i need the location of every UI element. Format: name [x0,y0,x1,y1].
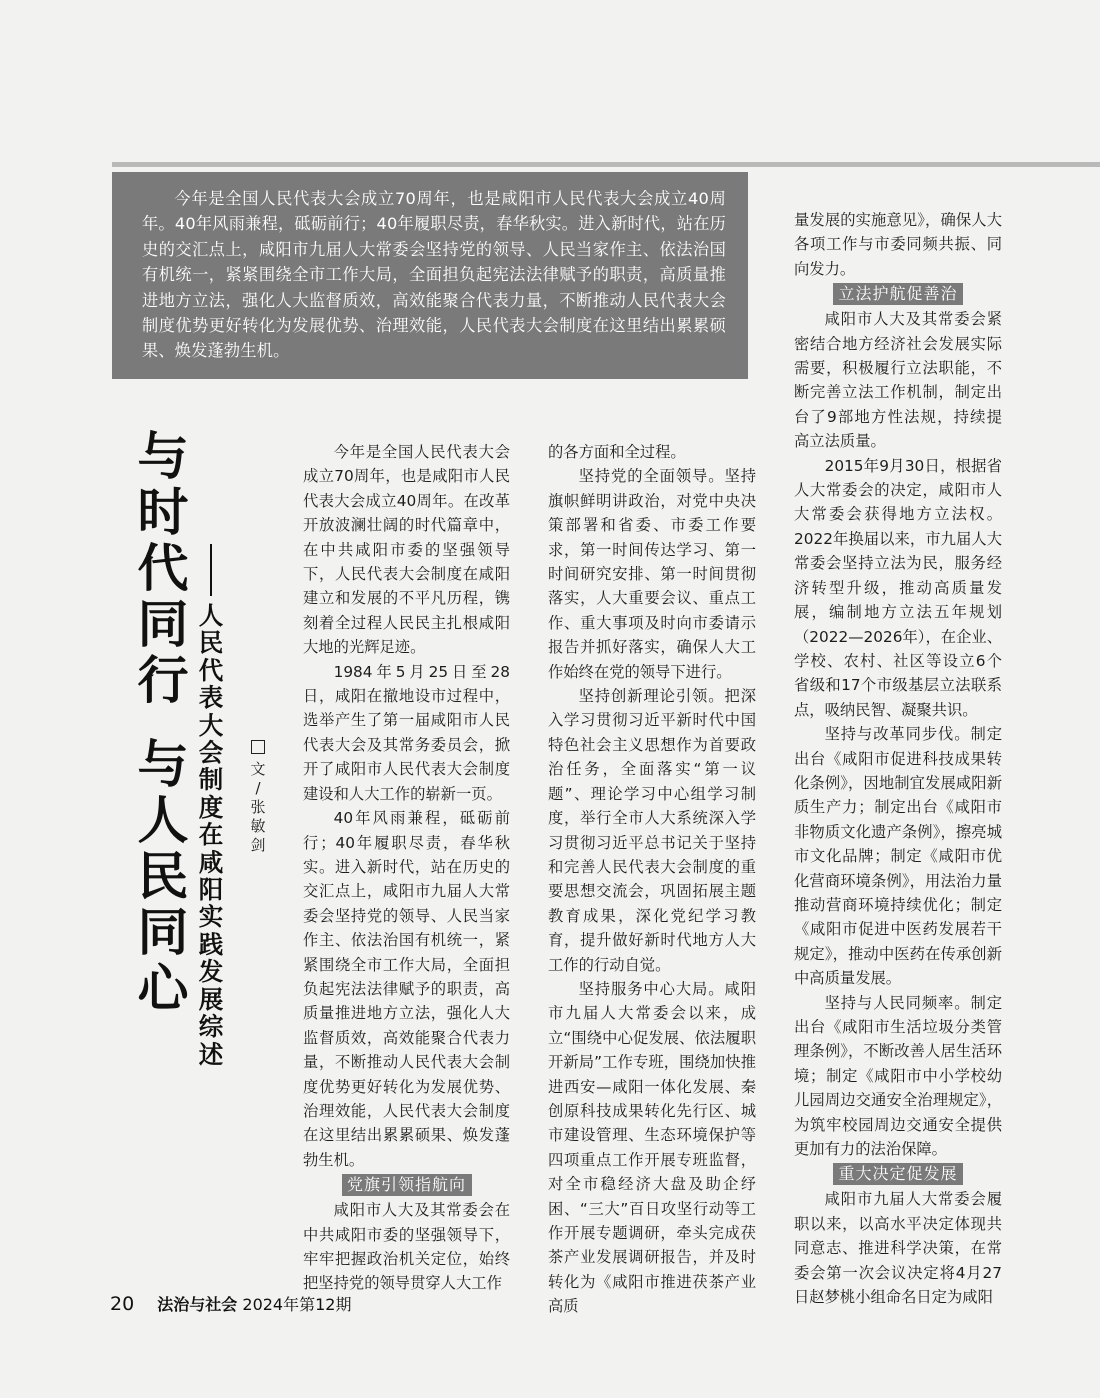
author-char: 张 [250,798,266,816]
subtitle-char: 在 [198,820,224,850]
subtitle-char: 代 [198,655,224,685]
byline-box-icon [251,740,265,754]
subtitle-char: 会 [198,738,224,768]
paragraph: 咸阳市人大及其常委会紧密结合地方经济社会发展实际需要，积极履行立法职能，不断完善立法工作机制，制定出台了9部地方性法规，持续提高立法质量。 [794,310,1002,451]
body-column-2 [548,440,756,1319]
top-rule [112,162,1100,167]
title-char: 行 [137,652,189,711]
paragraph: 坚持服务中心大局。咸阳市九届人大常委会以来，成立“围绕中心促发展、依法履职开新局”工作专班，围绕加快推进西安—咸阳一体化发展、秦创原科技成果转化先行区、城市建设管理、生态环境保护等四项重点工作开展专班监督，对全市稳经济大盘及助企纾困、“三大”百日攻坚行动等工作开展专题调研，牵头完成茯茶产业发展调研报告，并及时转化为《咸阳市推进茯茶产业高质 [548,979,756,1316]
subtitle-char: 阳 [198,875,224,905]
paragraph: 咸阳市九届人大常委会履职以来，以高水平决定体现共同意志、推进科学决策，在常委会第一次会议决定将4月27日赵梦桃小组命名日定为咸阳 [794,1190,1002,1307]
paragraph: 咸阳市人大及其常委会在中共咸阳市委的坚强领导下，牢牢把握政治机关定位，始终把坚持党的领导贯穿人大工作 [303,1201,510,1293]
page-number: 20 [110,1293,135,1315]
subtitle-char: 大 [198,710,224,740]
subtitle-char: 实 [198,902,224,932]
title-char: 与 [137,736,189,795]
subtitle-char: 人 [198,601,224,630]
subtitle-char: 综 [198,1012,224,1042]
intro-summary-box [112,172,748,379]
section-heading: 党旗引领指航向 [342,1174,472,1196]
page-footer [110,1292,351,1315]
subtitle-char: 制 [198,765,224,795]
title-char: 人 [137,792,189,851]
paragraph: 坚持党的全面领导。坚持旗帜鲜明讲政治，对党中央决策部署和省委、市委工作要求，第一时间传达学习、第一时间研究安排、第一时间贯彻落实，人大重要会议、重点工作、重大事项及时向市委请示报告并抓好落实，确保人大工作始终在党的领导下进行。 [548,467,756,681]
article-title [132,430,194,1018]
author-char: / [255,779,261,797]
author-char: 敏 [250,817,266,835]
title-char: 同 [137,904,189,963]
subtitle-dash [210,544,212,596]
author-byline [247,740,269,855]
paragraph: 今年是全国人民代表大会成立70周年，也是咸阳市人民代表大会成立40周年。在改革开放波澜壮阔的时代篇章中，在中共咸阳市委的坚强领导下，人民代表大会制度在咸阳建立和发展的不平凡历程，镌刻着全过程人民民主扎根咸阳大地的光辉足迹。 [303,443,510,657]
section-heading: 重大决定促发展 [833,1163,963,1185]
section-heading: 立法护航促善治 [833,283,963,305]
paragraph: 1984年5月25日至28日，咸阳在撤地设市过程中，选举产生了第一届咸阳市人民代表大会及其常务委员会，掀开了咸阳市人民代表大会制度建设和人大工作的崭新一页。 [303,662,510,803]
magazine-name: 法治与社会 [157,1295,238,1314]
author-char: 剑 [250,836,266,854]
article-subtitle [196,540,226,1068]
paragraph: 坚持与改革同步伐。制定出台《咸阳市促进科技成果转化条例》，因地制宜发展咸阳新质生产力；制定出台《咸阳市非物质文化遗产条例》，擦亮城市文化品牌；制定《咸阳市优化营商环境条例》，用法治力量推动营商环境持续优化；制定《咸阳市促进中医药发展若干规定》，推动中医药在传承创新中高质量发展。 [794,725,1002,988]
subtitle-char: 展 [198,984,224,1014]
title-gap [132,710,194,738]
body-column-1 [303,440,510,1296]
subtitle-char: 践 [198,929,224,959]
issue-label: 2024年第12期 [242,1295,352,1314]
title-char: 同 [137,596,189,655]
paragraph: 的各方面和全过程。 [548,443,686,461]
subtitle-char: 民 [198,628,224,658]
subtitle-char: 表 [198,683,224,713]
author-char: 文 [250,760,266,778]
subtitle-char: 度 [198,792,224,822]
subtitle-char: 咸 [198,847,224,877]
subtitle-char: 发 [198,957,224,987]
intro-summary-text: 今年是全国人民代表大会成立70周年，也是咸阳市人民代表大会成立40周年。40年风雨兼程，砥砺前行；40年履职尽责，春华秋实。进入新时代，站在历史的交汇点上，咸阳市九届人大常委会坚持党的领导、人民当家作主、依法治国有机统一，紧紧围绕全市工作大局，全面担负起宪法法律赋予的职责，高质量推进地方立法，强化人大监督质效，高效能聚合代表力量，不断推动人民代表大会制度优势更好转化为发展优势、治理效能，人民代表大会制度在这里结出累累硕果、焕发蓬勃生机。 [142,189,726,361]
title-char: 民 [137,848,189,907]
body-column-3 [794,208,1002,1309]
title-char: 心 [137,960,189,1019]
title-char: 代 [137,540,189,599]
paragraph: 量发展的实施意见》，确保人大各项工作与市委同频共振、同向发力。 [794,211,1002,278]
paragraph: 40年风雨兼程，砥砺前行；40年履职尽责，春华秋实。进入新时代，站在历史的交汇点上，咸阳市九届人大常委会坚持党的领导、人民当家作主、依法治国有机统一，紧紧围绕全市工作大局，全面担负起宪法法律赋予的职责，高质量推进地方立法，强化人大监督质效，高效能聚合代表力量，不断推动人民代表大会制度优势更好转化为发展优势、治理效能，人民代表大会制度在这里结出累累硕果、焕发蓬勃生机。 [303,809,510,1169]
title-char: 与 [137,428,189,487]
title-char: 时 [137,484,189,543]
subtitle-char: 述 [198,1039,224,1069]
paragraph: 坚持与人民同频率。制定出台《咸阳市生活垃圾分类管理条例》，不断改善人居生活环境；制定《咸阳市中小学校幼儿园周边交通安全治理规定》，为筑牢校园周边交通安全提供更加有力的法治保障。 [794,993,1002,1159]
paragraph: 坚持创新理论引领。把深入学习贯彻习近平新时代中国特色社会主义思想作为首要政治任务，全面落实“第一议题”、理论学习中心组学习制度，举行全市人大系统深入学习贯彻习近平总书记关于坚持和完善人民代表大会制度的重要思想交流会，巩固拓展主题教育成果，深化党纪学习教育，提升做好新时代地方人大工作的行动自觉。 [548,687,756,974]
paragraph: 2015年9月30日，根据省人大常委会的决定，咸阳市人大常委会获得地方立法权。2022年换届以来，市九届人大常委会坚持立法为民，服务经济转型升级，推动高质量发展，编制地方立法五年规划（2022—2026年），在企业、学校、农村、社区等设立6个省级和17个市级基层立法联系点，吸纳民智、凝聚共识。 [794,456,1002,719]
